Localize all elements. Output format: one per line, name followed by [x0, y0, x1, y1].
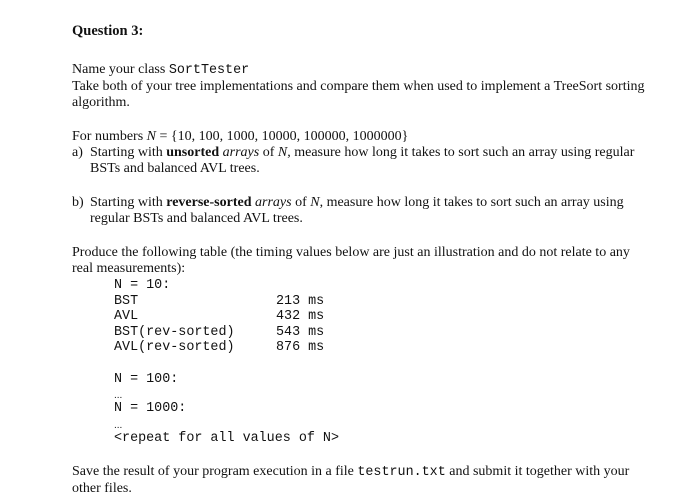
- list-text-b: [90, 195, 652, 227]
- intro-block: [72, 62, 652, 111]
- question-title: Question 3:: [72, 23, 144, 39]
- table-row: [114, 294, 652, 310]
- item-b-post: , measure how long it takes to sort such an array using regular BSTs and balanced AVL trees.: [90, 195, 624, 226]
- n10-label: N = 10:: [114, 278, 171, 293]
- save-pre: Save the result of your program execution in a file: [72, 464, 358, 480]
- list-marker-b: b): [72, 195, 84, 210]
- class-name: SortTester: [168, 63, 250, 78]
- row-name: AVL(rev-sorted): [114, 340, 235, 356]
- row-time: 213 ms: [276, 293, 325, 309]
- item-b-mid: of: [291, 195, 311, 210]
- save-block: [72, 464, 652, 497]
- row-name: BST(rev-sorted): [114, 324, 235, 340]
- item-b-n: N: [310, 195, 320, 210]
- intro-text: Take both of your tree implementations and compare them when used to implement a TreeSort sorting algorithm.: [72, 79, 645, 110]
- table-header-n10: [114, 278, 652, 294]
- row-time: 432 ms: [276, 309, 325, 325]
- table-intro: Produce the following table (the timing values below are just an illustration and do not relate to any real measurements):: [72, 245, 630, 276]
- numbers-prefix: For numbers: [72, 129, 147, 144]
- repeat-line: [114, 431, 652, 447]
- list-text-a: [90, 145, 652, 177]
- list-marker-a: a): [72, 145, 83, 160]
- list-item-a: [72, 145, 652, 177]
- item-b-bold: reverse-sorted: [166, 195, 252, 210]
- table-header-n1000: [114, 401, 652, 417]
- item-b-italic: arrays: [251, 195, 292, 210]
- n100-label: N = 100:: [114, 371, 179, 387]
- row-name: BST: [114, 293, 139, 309]
- n1000-label: N = 1000:: [114, 401, 187, 417]
- table-row: [114, 340, 652, 356]
- item-a-bold: unsorted: [166, 145, 220, 160]
- table-row: [114, 309, 652, 325]
- numbers-block: [72, 129, 652, 227]
- item-b-pre: Starting with: [90, 195, 167, 210]
- table-block: [72, 245, 652, 446]
- table-row: [114, 325, 652, 341]
- row-time: 876 ms: [276, 340, 325, 356]
- save-post: and submit it together with your other files.: [72, 464, 630, 497]
- save-file-name: testrun.txt: [357, 465, 446, 481]
- item-a-n: N: [277, 145, 288, 160]
- class-name-line: [72, 62, 652, 79]
- assignment-page: [72, 22, 652, 497]
- repeat-text: <repeat for all values of N>: [114, 430, 339, 446]
- row-name: AVL: [114, 309, 139, 325]
- numbers-line: [72, 129, 652, 145]
- numbers-set: = {10, 100, 1000, 10000, 100000, 1000000}: [156, 129, 409, 144]
- table-header-n100: [114, 372, 652, 388]
- ellipsis-1: ...: [114, 390, 123, 402]
- class-name-prefix: Name your class: [72, 62, 169, 77]
- item-a-pre: Starting with: [90, 145, 167, 160]
- save-line: [72, 464, 652, 497]
- numbers-n: N: [146, 129, 157, 144]
- ellipsis-2: ...: [114, 419, 123, 431]
- row-time: 543 ms: [276, 324, 325, 340]
- table-gap: [114, 356, 652, 372]
- item-a-post: , measure how long it takes to sort such an array using regular BSTs and balanced AVL trees.: [90, 145, 635, 176]
- item-a-mid: of: [259, 145, 278, 160]
- timing-table: [114, 278, 652, 446]
- item-a-italic: arrays: [219, 145, 260, 160]
- list-item-b: [72, 195, 652, 227]
